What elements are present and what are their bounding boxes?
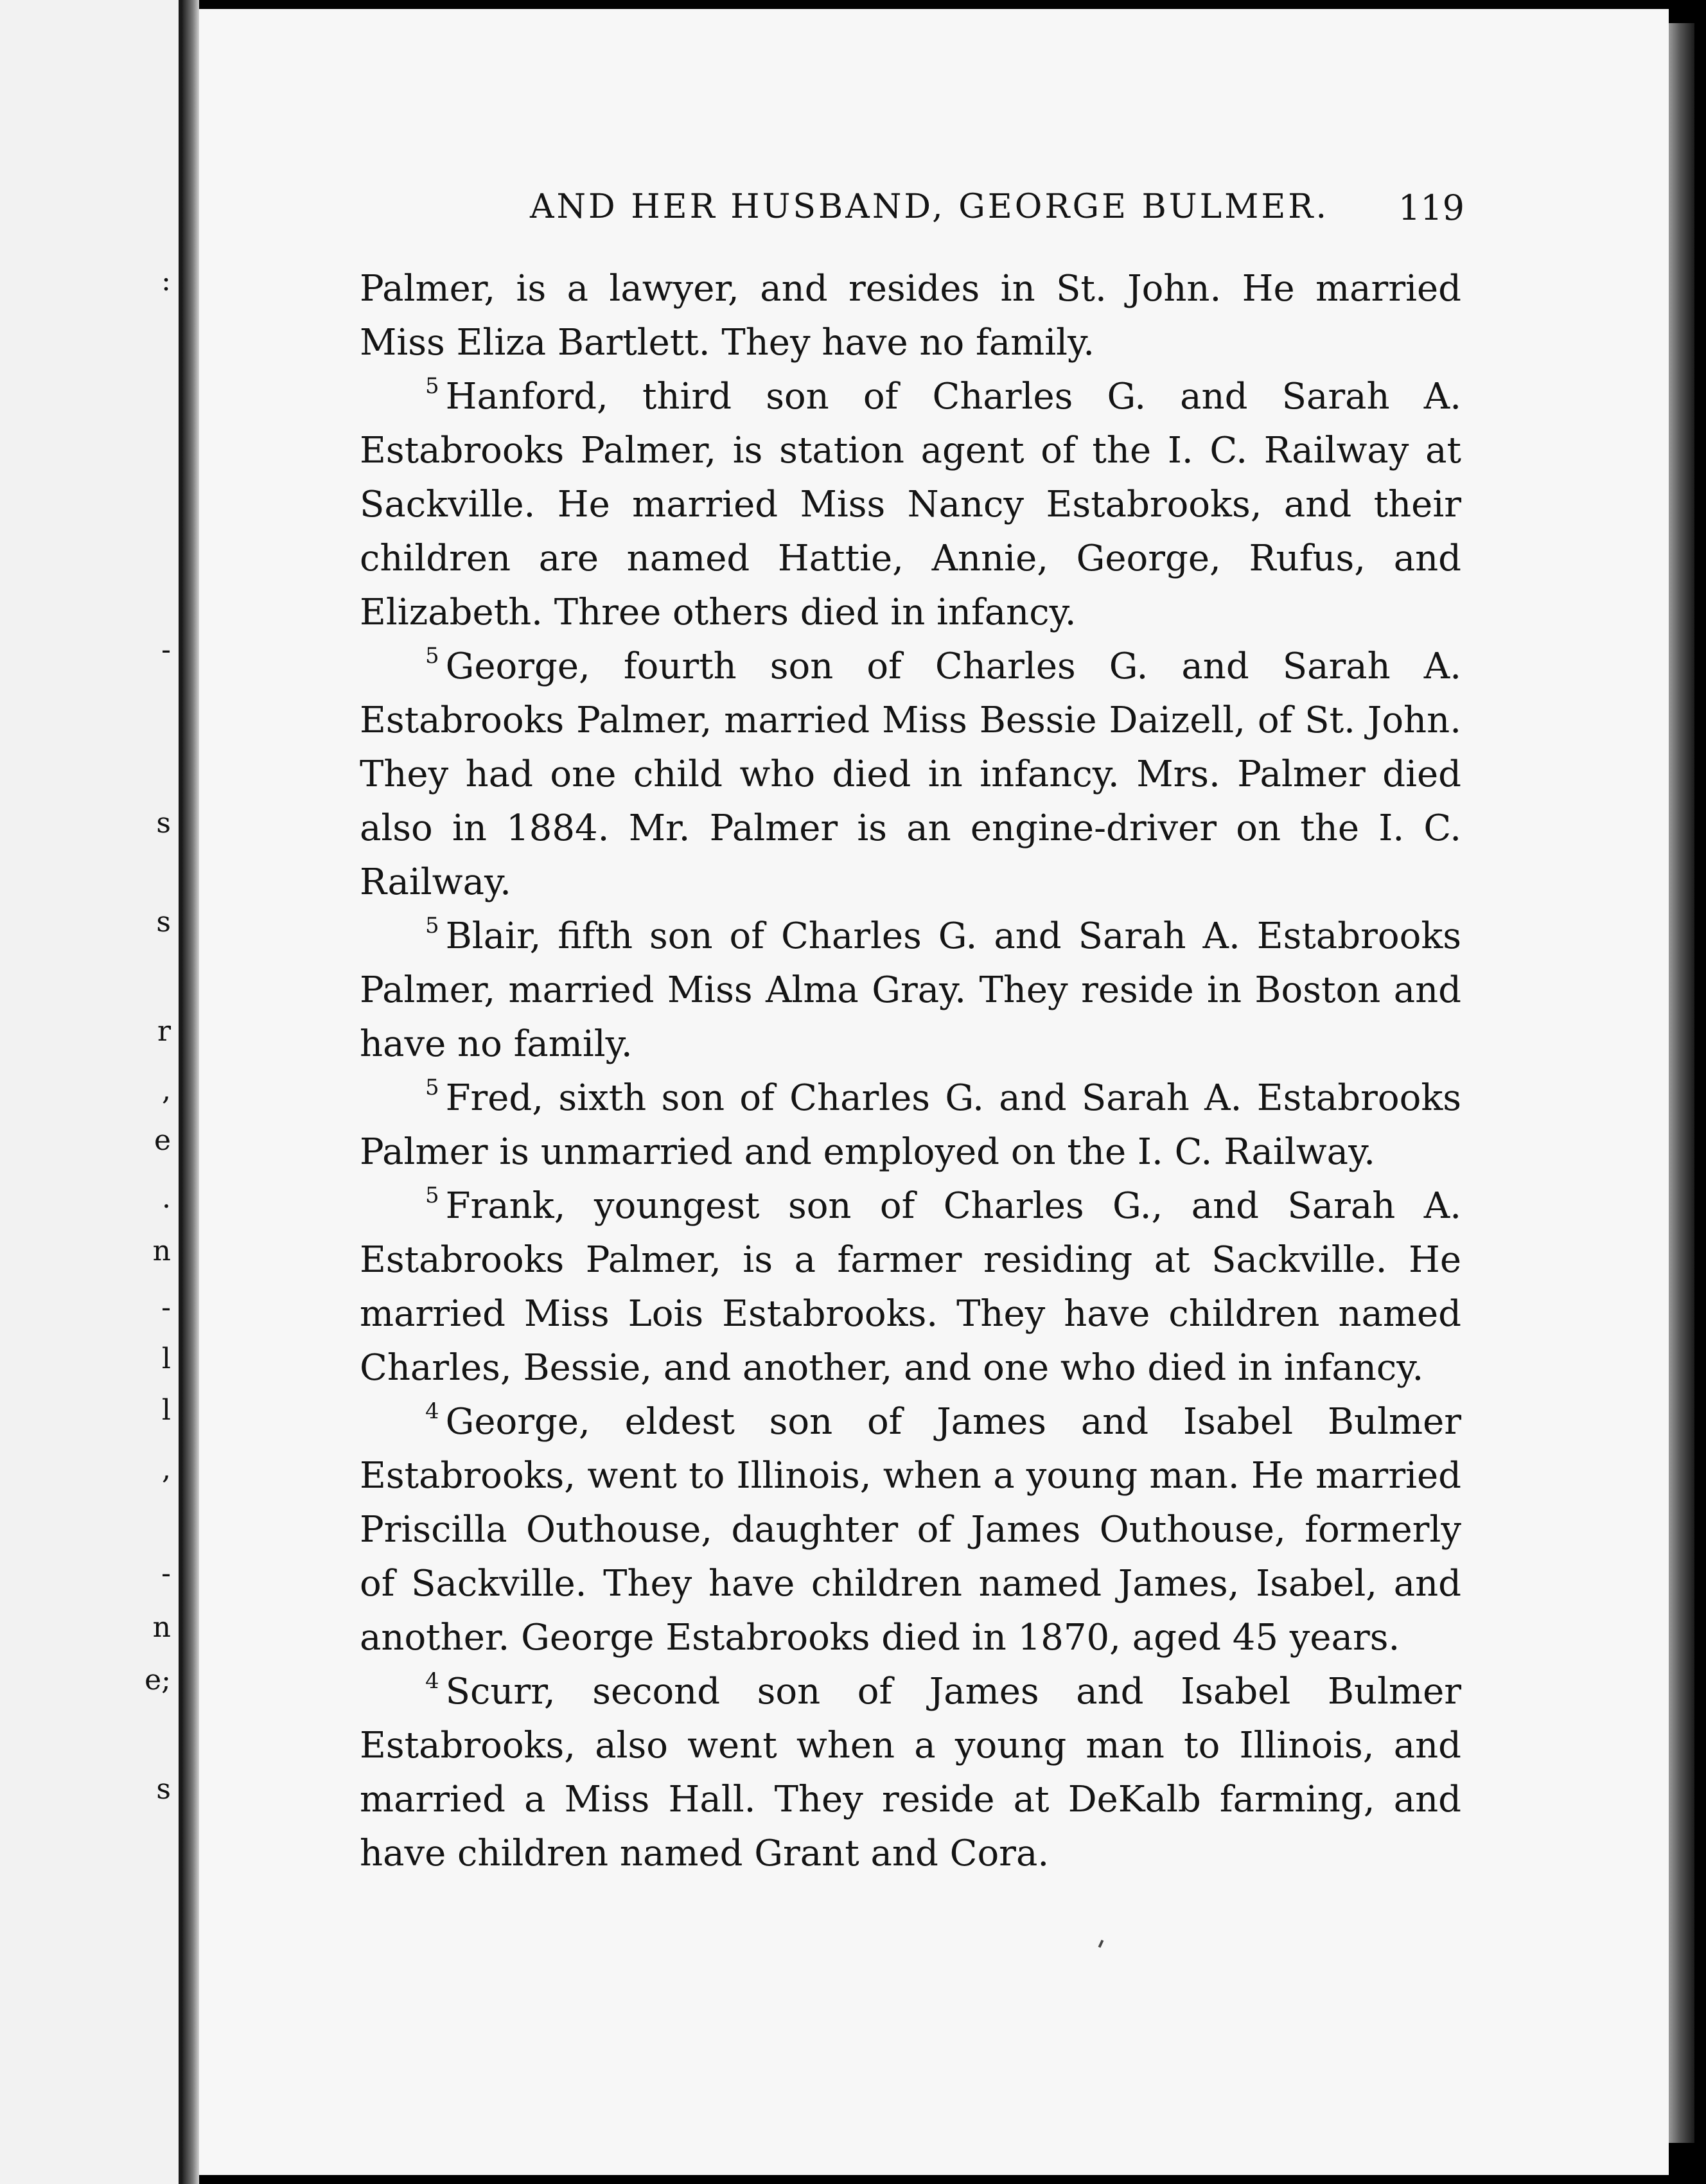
generation-marker: 5 [425,913,439,938]
paragraph [360,370,1461,640]
margin-fragment: , [162,1453,171,1486]
margin-fragment: r [157,1015,171,1048]
margin-fragment: e; [145,1664,171,1696]
margin-fragment: s [156,906,171,938]
book-gutter [182,0,199,2184]
paragraph [360,1395,1461,1665]
paragraph [360,1071,1461,1179]
paragraph-text: Blair, fifth son of Charles G. and Sarah A. Estabrooks Palmer, married Miss Alma Gray. They reside in Boston and have no family. [360,915,1461,1065]
margin-fragment: - [161,1291,171,1324]
paragraph-text: Scurr, second son of James and Isabel Bulmer Estabrooks, also went when a young man to Illinois, and married a Miss Hall. They reside at DeKalb farming, and have children named Grant and Cora. [360,1671,1461,1874]
paragraph [360,910,1461,1071]
generation-marker: 5 [425,1183,439,1208]
generation-marker: 5 [425,643,439,669]
paragraph-text: Hanford, third son of Charles G. and Sarah A. Estabrooks Palmer, is station agent of the I. C. Railway at Sackville. He married Miss Nancy Estabrooks, and their children are named Hattie, Annie, George, Rufus, and Elizabeth. Three others died in infancy. [360,376,1461,633]
left-page-edge [0,0,182,2184]
margin-fragment: s [156,807,171,840]
paragraph-text: George, eldest son of James and Isabel Bulmer Estabrooks, went to Illinois, when a young man. He married Priscilla Outhouse, daughter of James Outhouse, formerly of Sackville. They have children named James, Isabel, and another. George Estabrooks died in 1870, aged 45 years. [360,1401,1461,1659]
generation-marker: 5 [425,373,439,399]
margin-fragment: s [156,1773,171,1806]
paragraph-text: Frank, youngest son of Charles G., and Sarah A. Estabrooks Palmer, is a farmer residing at Sackville. He married Miss Lois Estabrooks. They have children named Charles, Bessie, and another, and one who died in infancy. [360,1185,1461,1389]
generation-marker: 4 [425,1398,439,1424]
margin-fragment: - [161,1557,171,1590]
margin-fragment: l [161,1343,171,1375]
margin-fragment: , [162,1074,171,1107]
paragraph-text: George, fourth son of Charles G. and Sarah A. Estabrooks Palmer, married Miss Bessie Daizell, of St. John. They had one child who died in infancy. Mrs. Palmer died also in 1884. Mr. Palmer is an engine-driver on the I. C. Railway. [360,646,1461,903]
margin-fragment: l [161,1394,171,1427]
page-stack-edge [1669,23,1694,2143]
paragraph [360,1665,1461,1881]
margin-fragment: - [161,633,171,666]
running-title: AND HER HUSBAND, GEORGE BULMER. [530,188,1329,226]
margin-fragment: : [161,265,171,297]
paragraph [360,262,1461,370]
body-text [360,262,1461,1881]
margin-fragment: . [162,1182,171,1215]
running-head [334,188,1464,239]
margin-fragment: n [152,1235,171,1267]
page-number: 119 [1398,188,1464,228]
paragraph-text: Fred, sixth son of Charles G. and Sarah A. Estabrooks Palmer is unmarried and employed on the I. C. Railway. [360,1077,1461,1173]
paragraph-text: Palmer, is a lawyer, and resides in St. John. He married Miss Eliza Bartlett. They have no family. [360,268,1461,364]
generation-marker: 5 [425,1075,439,1100]
margin-fragment: e [154,1124,171,1157]
paragraph [360,1179,1461,1395]
margin-fragment: n [152,1611,171,1644]
paragraph [360,640,1461,910]
generation-marker: 4 [425,1668,439,1694]
